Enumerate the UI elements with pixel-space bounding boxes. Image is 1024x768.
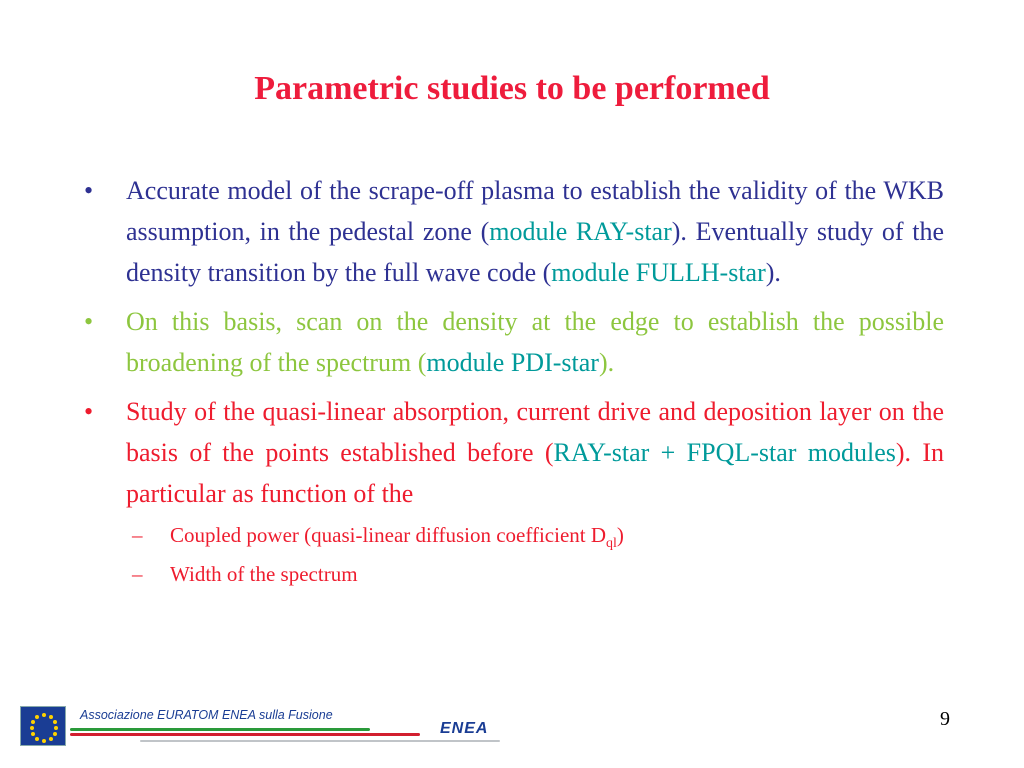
module-ref: RAY-star + FPQL-star modules xyxy=(553,438,896,467)
page-number: 9 xyxy=(940,708,950,730)
sub-bullet-list xyxy=(126,516,944,594)
module-ref: module RAY-star xyxy=(489,217,672,246)
association-label: Associazione EURATOM ENEA sulla Fusione xyxy=(80,708,333,722)
sub-bullet-dash: – xyxy=(132,523,143,547)
red-swoosh xyxy=(70,733,420,736)
grey-swoosh xyxy=(140,740,500,742)
bullet-list xyxy=(82,170,944,602)
subscript: ql xyxy=(606,536,617,551)
bullet-dot: • xyxy=(84,176,94,205)
bullet-item-2 xyxy=(82,301,944,383)
bullet-text: ). In particular as function of the xyxy=(126,438,944,508)
sub-bullet-item-2 xyxy=(126,555,944,594)
bullet-text: Accurate model of the scrape-off plasma to establish the validity of the WKB assumption, in the pedestal zone ( xyxy=(126,176,944,246)
bullet-text: ). xyxy=(765,258,781,287)
module-ref: module FULLH-star xyxy=(551,258,766,287)
slide-title: Parametric studies to be performed xyxy=(254,70,770,107)
eu-flag-icon xyxy=(20,706,66,746)
sub-bullet-item-1 xyxy=(126,516,944,555)
sub-bullet-dash: – xyxy=(132,562,143,586)
footer-banner xyxy=(20,700,510,752)
bullet-dot: • xyxy=(84,307,94,336)
bullet-text: Study of the quasi-linear absorption, current drive and deposition layer on the basis of the points established before ( xyxy=(126,397,944,467)
sub-bullet-text: Coupled power (quasi-linear diffusion coefficient D xyxy=(170,523,607,547)
bullet-text: ). xyxy=(598,348,615,377)
bullet-text: On this basis, scan on the density at the edge to establish the possible broadening of the spectrum ( xyxy=(126,307,944,377)
bullet-text: ). Eventually study of the density transition by the full wave code ( xyxy=(126,217,945,287)
enea-logo: ENEA xyxy=(440,720,489,737)
bullet-item-3 xyxy=(82,391,944,594)
green-swoosh xyxy=(70,728,370,731)
module-ref: module PDI-star xyxy=(426,348,599,377)
sub-bullet-tail: ) xyxy=(616,523,624,547)
sub-bullet-text: Width of the spectrum xyxy=(170,562,358,586)
bullet-item-1 xyxy=(82,170,944,293)
bullet-dot: • xyxy=(84,397,94,426)
